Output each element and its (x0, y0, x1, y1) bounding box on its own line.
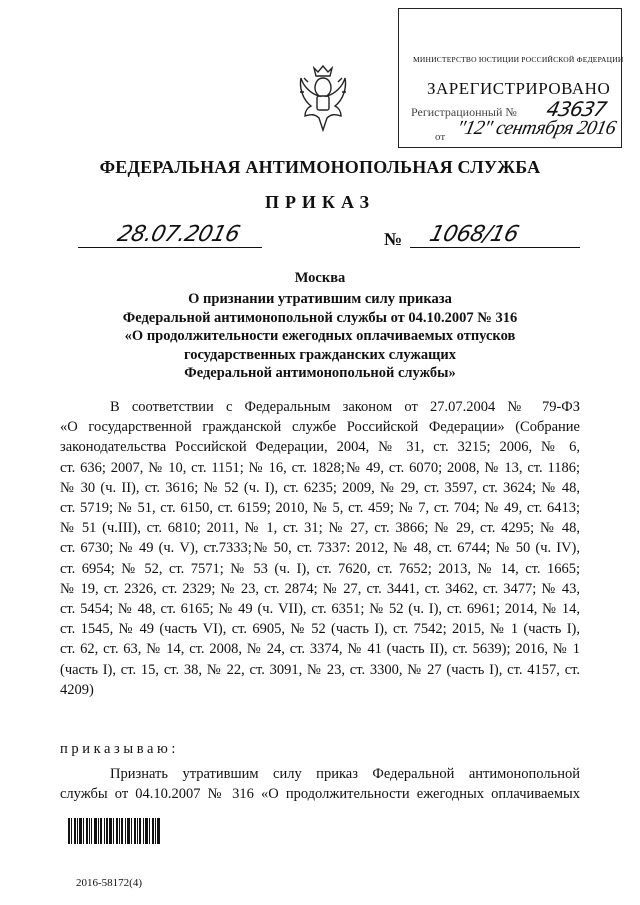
body-paragraph (60, 397, 580, 700)
body-line: ст. 1545, № 49 (часть VI), ст. 6905, № 52 (часть I), ст. 7542; 2015, № 1 (часть I), (60, 621, 580, 638)
date-underline (78, 247, 262, 248)
number-underline (410, 247, 580, 248)
number-label: № (384, 229, 403, 249)
body-line: В соответствии с Федеральным законом от 27.07.2004 № 79-ФЗ (110, 399, 580, 415)
russian-coat-of-arms-icon (296, 62, 350, 138)
operative-paragraph (60, 764, 580, 804)
body-line: (часть I), ст. 15, ст. 38, № 22, ст. 3091, № 23, ст. 3300, № 27 (часть I), ст. 4157, ст. (60, 661, 580, 678)
body-line: ст. 6954; № 52, ст. 7571; № 53 (ч. I), ст. 7620, ст. 7652; 2013, № 14, ст. 1665; (60, 560, 580, 577)
stamp-ministry: МИНИСТЕРСТВО ЮСТИЦИИ РОССИЙСКОЙ ФЕДЕРАЦИИ (413, 55, 624, 64)
body-line: ст. 6730; № 49 (ч. V), ст.7333;№ 50, ст. 7337: 2012, № 48, ст. 6744; № 50 (ч. IV), (60, 540, 580, 557)
stamp-reg-label: Регистрационный № (411, 105, 517, 119)
heading-line: государственных гражданских служащих (183, 346, 457, 363)
body-line: ст. 636; 2007, № 10, ст. 1151; № 16, ст. 1828;№ 49, ст. 6070; 2008, № 13, ст. 1186; (60, 459, 580, 476)
document-type: ПРИКАЗ (264, 192, 376, 212)
body-line: законодательства Российской Федерации, 2004, № 31, ст. 3215; 2006, № 6, (60, 439, 580, 456)
body-line: № 51 (ч.III), ст. 6810; 2011, № 1, ст. 31; № 27, ст. 3866; № 29, ст. 4295; № 48, (60, 520, 580, 537)
heading-line: О признании утратившим силу приказа (188, 291, 452, 307)
order-heading (0, 290, 640, 383)
body-line: «О государственной гражданской службе Российской Федерации» (Собрание (60, 419, 580, 436)
heading-line: Федеральной антимонопольной службы от 04.10.2007 № 316 (122, 309, 518, 326)
order-number: 1068/16 (426, 222, 522, 247)
body-line: 4209) (60, 681, 94, 698)
barcode-icon (68, 818, 160, 844)
operative-line: службы от 04.10.2007 № 316 «О продолжительности ежегодных оплачиваемых (60, 786, 580, 803)
agency-name: ФЕДЕРАЛЬНАЯ АНТИМОНОПОЛЬНАЯ СЛУЖБА (99, 157, 541, 177)
body-line: ст. 5719; № 51, ст. 6150, ст. 6159; 2010, № 5, ст. 459; № 7, ст. 704; № 49, ст. 6413; (60, 500, 580, 517)
document-registry-number: 2016-58172(4) (76, 877, 142, 889)
operative-line: Признать утратившим силу приказ Федеральной антимонопольной (110, 766, 580, 782)
body-line: № 19, ст. 2326, ст. 2329; № 23, ст. 2874; № 27, ст. 3441, ст. 3462, ст. 3477; № 43, (60, 580, 580, 597)
stamp-registered: ЗАРЕГИСТРИРОВАНО (427, 79, 611, 98)
order-date: 28.07.2016 (114, 222, 243, 247)
body-line: № 30 (ч. II), ст. 3616; № 52 (ч. I), ст. 6235; 2009, № 29, ст. 3597, ст. 3624; № 48, (60, 479, 580, 496)
command-word: приказываю: (60, 741, 180, 757)
heading-line: «О продолжительности ежегодных оплачиваемых отпусков (124, 328, 516, 344)
body-line: ст. 62, ст. 63, № 14, ст. 2008, № 24, ст. 3374, № 41 (часть II), ст. 5639); 2016, № 1 (60, 641, 580, 658)
stamp-reg-date: "12" сентября 2016 (454, 117, 618, 139)
body-line: ст. 5454; № 48, ст. 6165; № 49 (ч. VII), ст. 6351; № 52 (ч. I), ст. 6961; 2014, № 14, (60, 601, 580, 618)
stamp-reg-number: 43637 (544, 97, 609, 121)
city: Москва (294, 270, 346, 286)
heading-line: Федеральной антимонопольной службы» (184, 365, 456, 381)
stamp-date-label: от (435, 131, 446, 143)
registration-stamp (398, 8, 622, 148)
